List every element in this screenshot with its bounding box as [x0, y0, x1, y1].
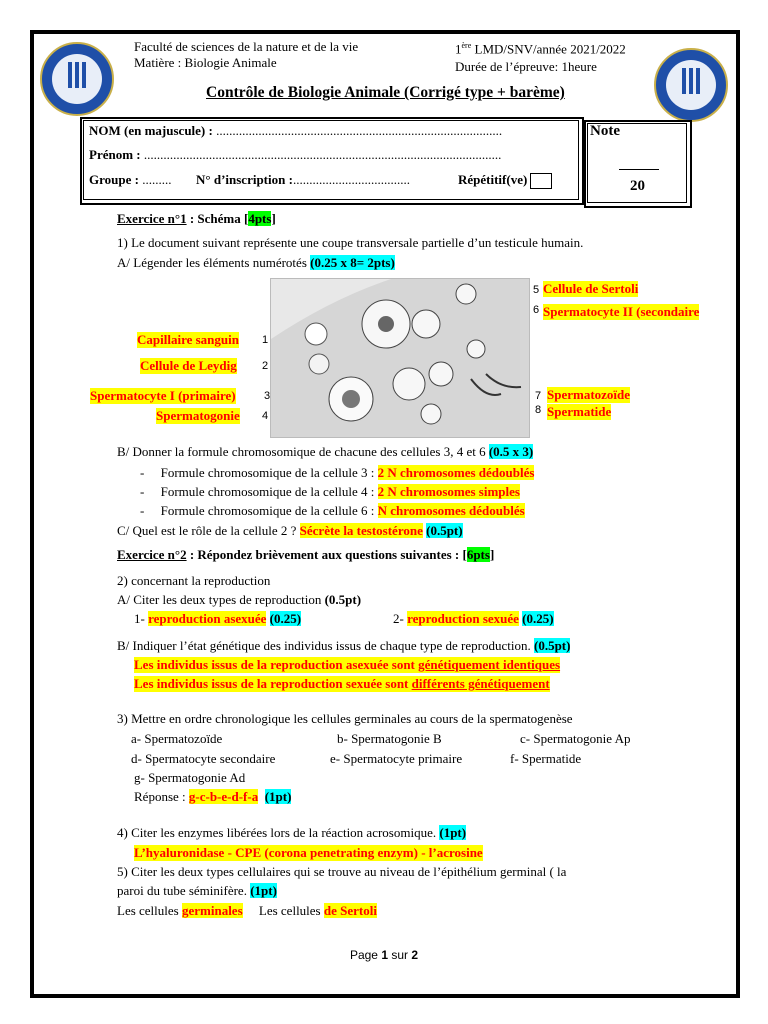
ex2-question-2b: B/ Indiquer l’état génétique des individus issus de chaque type de reproduction. (0.5pt): [117, 638, 571, 653]
ex1-question-c: C/ Quel est le rôle de la cellule 2 ? Sécrète la testostérone (0.5pt): [117, 523, 463, 538]
university-logo-left: [40, 42, 114, 116]
label-4-number: 4: [262, 410, 269, 422]
groupe-field[interactable]: Groupe : .........: [89, 172, 172, 187]
subject: Matière : Biologie Animale: [134, 55, 277, 70]
ex1-question-a: A/ Légender les éléments numérotés (0.25 x 8= 2pts): [117, 255, 395, 270]
q3-item-f: f- Spermatide: [510, 751, 582, 766]
label-6-number: 6: [533, 304, 540, 316]
level: 1ère LMD/SNV/année 2021/2022: [455, 41, 626, 57]
ex2-question-5-line2: paroi du tube séminifère. (1pt): [117, 883, 277, 898]
formula-cell-3: - Formule chromosomique de la cellule 3 : 2 N chromosomes dédoublés: [140, 465, 535, 480]
label-7: Spermatozoïde: [547, 387, 631, 402]
repetitif-checkbox[interactable]: [530, 173, 552, 189]
duration: Durée de l’épreuve: 1heure: [455, 59, 597, 74]
label-8: Spermatide: [547, 404, 612, 419]
ex2-question-4: 4) Citer les enzymes libérées lors de la réaction acrosomique. (1pt): [117, 825, 467, 840]
exercise-2-title: Exercice n°2 : Répondez brièvement aux questions suivantes : [6pts]: [117, 547, 495, 562]
label-5: Cellule de Sertoli: [543, 281, 639, 296]
ex2-question-5-line1: 5) Citer les deux types cellulaires qui se trouve au niveau de l’épithélium germinal ( la: [117, 864, 567, 879]
label-2-number: 2: [262, 360, 269, 372]
q3-item-b: b- Spermatogonie B: [337, 731, 442, 746]
ex2-question-2a: A/ Citer les deux types de reproduction (0.5pt): [117, 592, 362, 607]
q3-item-g: g- Spermatogonie Ad: [134, 770, 246, 785]
q3-answer: Réponse : g-c-b-e-d-f-a (1pt): [134, 789, 292, 804]
exercise-1-title: Exercice n°1 : Schéma [4pts]: [117, 211, 276, 226]
label-3-number: 3: [264, 390, 271, 402]
note-denominator: 20: [630, 178, 645, 194]
ex2-question-3: 3) Mettre en ordre chronologique les cellules germinales au cours de la spermatogenèse: [117, 711, 573, 726]
label-8-number: 8: [535, 404, 542, 416]
note-line: [619, 169, 659, 170]
ex1-question-1: 1) Le document suivant représente une coupe transversale partielle d’un testicule humain.: [117, 235, 584, 250]
nom-field[interactable]: NOM (en majuscule) : ........................................................................................: [89, 123, 503, 138]
note-label: Note: [590, 123, 620, 139]
formula-cell-4: - Formule chromosomique de la cellule 4 : 2 N chromosomes simples: [140, 484, 520, 499]
q3-item-e: e- Spermatocyte primaire: [330, 751, 463, 766]
formula-cell-6: - Formule chromosomique de la cellule 6 : N chromosomes dédoublés: [140, 503, 525, 518]
q3-item-c: c- Spermatogonie Ap: [520, 731, 631, 746]
ex2-question-2: 2) concernant la reproduction: [117, 573, 271, 588]
label-1: Capillaire sanguin: [137, 332, 239, 347]
testis-section-diagram: [270, 278, 530, 438]
university-logo-right: [654, 48, 728, 122]
q5-answer: Les cellules germinales Les cellules de Sertoli: [117, 903, 377, 918]
label-3: Spermatocyte I (primaire): [90, 388, 236, 403]
prenom-field[interactable]: Prénom : ..............................................................................................................: [89, 147, 502, 162]
label-5-number: 5: [533, 284, 540, 296]
repro-type-2: 2- reproduction sexuée (0.25): [393, 611, 554, 626]
b-answer-1: Les individus issus de la reproduction asexuée sont génétiquement identiques: [134, 657, 561, 672]
label-4: Spermatogonie: [156, 408, 240, 423]
q4-answer: L’hyaluronidase - CPE (corona penetrating enzym) - l’acrosine: [134, 845, 483, 860]
label-6: Spermatocyte II (secondaire: [543, 304, 700, 319]
faculty-name: Faculté de sciences de la nature et de la vie: [134, 39, 359, 54]
repetitif-field[interactable]: Répétitif(ve): [458, 172, 552, 189]
ex1-question-b: B/ Donner la formule chromosomique de chacune des cellules 3, 4 et 6 (0.5 x 3): [117, 444, 534, 459]
label-1-number: 1: [262, 334, 269, 346]
page-title: Contrôle de Biologie Animale (Corrigé type + barème): [206, 84, 565, 101]
q3-item-d: d- Spermatocyte secondaire: [131, 751, 276, 766]
q3-item-a: a- Spermatozoïde: [131, 731, 223, 746]
label-7-number: 7: [535, 390, 542, 402]
b-answer-2: Les individus issus de la reproduction sexuée sont différents génétiquement: [134, 676, 550, 691]
repro-type-1: 1- reproduction asexuée (0.25): [134, 611, 302, 626]
inscription-field[interactable]: N° d’inscription :....................................: [196, 172, 410, 187]
page-number: Page 1 sur 2: [349, 948, 419, 962]
label-2: Cellule de Leydig: [140, 358, 237, 373]
